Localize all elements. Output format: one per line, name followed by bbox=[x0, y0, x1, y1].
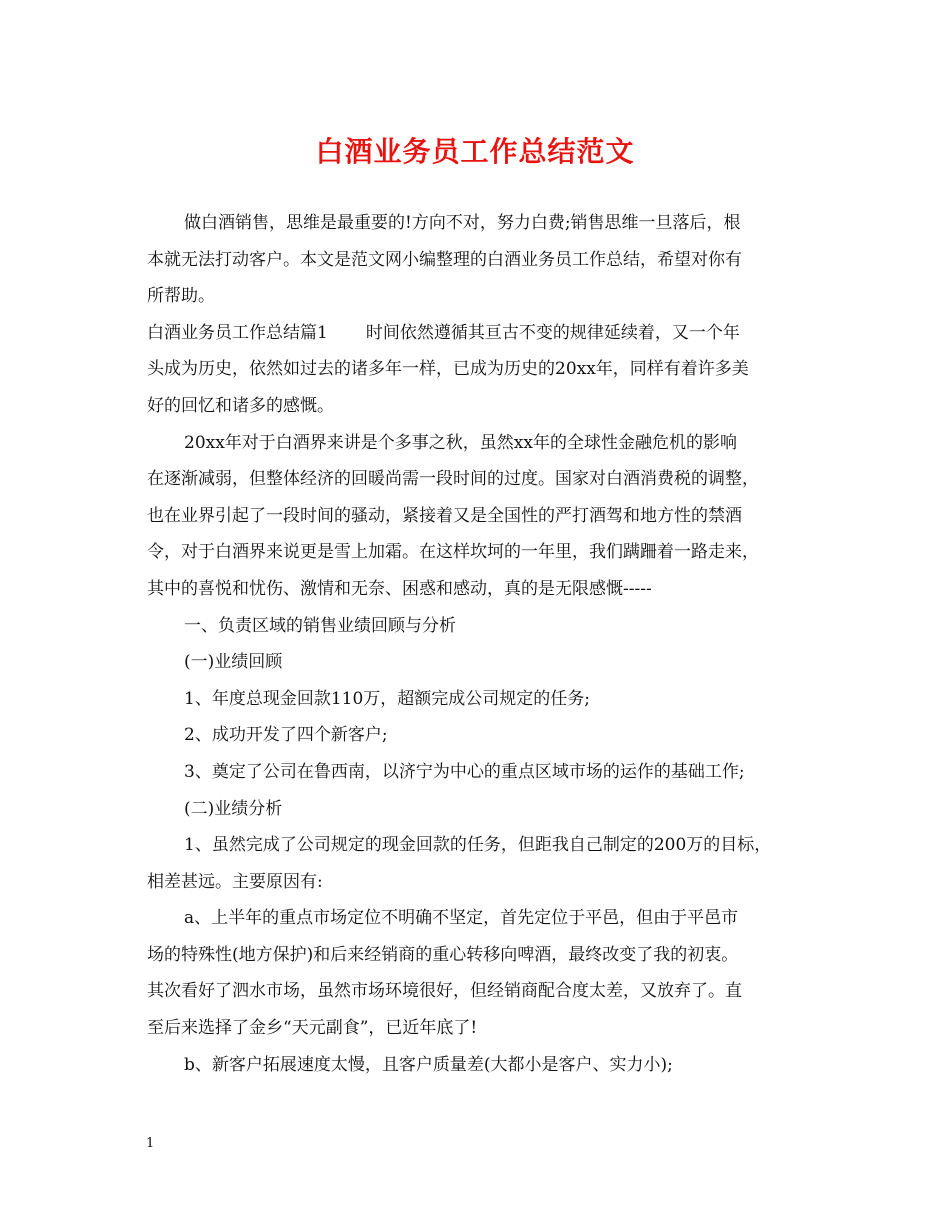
paragraph-line: 本就无法打动客户。本文是范文网小编整理的白酒业务员工作总结，希望对你有 bbox=[147, 249, 742, 270]
list-item: 2、成功开发了四个新客户; bbox=[184, 725, 388, 746]
paragraph-line: 头成为历史，依然如过去的诸多年一样，已成为历史的20xx年，同样有着许多美 bbox=[147, 359, 749, 380]
section-heading: 一、负责区域的销售业绩回顾与分析 bbox=[184, 615, 456, 636]
list-item: 1、虽然完成了公司规定的现金回款的任务，但距我自己制定的200万的目标， bbox=[184, 835, 772, 856]
paragraph-line: 20xx年对于白酒界来讲是个多事之秋，虽然xx年的全球性金融危机的影响 bbox=[184, 432, 737, 453]
paragraph-line: 其次看好了泗水市场，虽然市场环境很好，但经销商配合度太差，又放弃了。直 bbox=[147, 981, 742, 1002]
paragraph-line: 做白酒销售，思维是最重要的!方向不对，努力白费;销售思维一旦落后，根 bbox=[184, 213, 741, 233]
list-item: 3、奠定了公司在鲁西南，以济宁为中心的重点区域市场的运作的基础工作; bbox=[184, 761, 745, 782]
list-item: a、上半年的重点市场定位不明确不坚定，首先定位于平邑，但由于平邑市 bbox=[184, 908, 739, 929]
paragraph-line: 好的回忆和诸多的感慨。 bbox=[147, 395, 334, 416]
paragraph-line: 令，对于白酒界来说更是雪上加霜。在这样坎坷的一年里，我们蹒跚着一路走来， bbox=[147, 542, 759, 563]
document-body bbox=[147, 205, 817, 1083]
section-heading-line bbox=[147, 315, 817, 352]
list-item: 1、年度总现金回款110万，超额完成公司规定的任务; bbox=[184, 688, 590, 709]
section-heading: 白酒业务员工作总结篇1 bbox=[147, 322, 328, 343]
document-title: 白酒业务员工作总结范文 bbox=[315, 135, 635, 168]
paragraph-line: 也在业界引起了一段时间的骚动，紧接着又是全国性的严打酒驾和地方性的禁酒 bbox=[147, 505, 742, 526]
paragraph-line: 在逐渐减弱，但整体经济的回暖尚需一段时间的过度。国家对白酒消费税的调整， bbox=[147, 469, 759, 490]
subsection-heading: (二)业绩分析 bbox=[184, 798, 283, 819]
page-number: 1 bbox=[146, 1136, 155, 1151]
paragraph-line: 其中的喜悦和忧伤、激情和无奈、困惑和感动，真的是无限感慨----- bbox=[147, 578, 652, 599]
paragraph-line: 相差甚远。主要原因有: bbox=[147, 871, 323, 892]
subsection-heading: (一)业绩回顾 bbox=[184, 652, 283, 673]
list-item: b、新客户拓展速度太慢，且客户质量差(大都小是客户、实力小); bbox=[184, 1054, 673, 1075]
paragraph-line: 至后来选择了金乡“天元副食”，已近年底了! bbox=[147, 1018, 478, 1039]
paragraph-line: 所帮助。 bbox=[147, 286, 215, 307]
paragraph-line: 时间依然遵循其亘古不变的规律延续着，又一个年 bbox=[365, 322, 740, 343]
paragraph-line: 场的特殊性(地方保护)和后来经销商的重心转移向啤酒，最终改变了我的初衷。 bbox=[147, 944, 739, 965]
